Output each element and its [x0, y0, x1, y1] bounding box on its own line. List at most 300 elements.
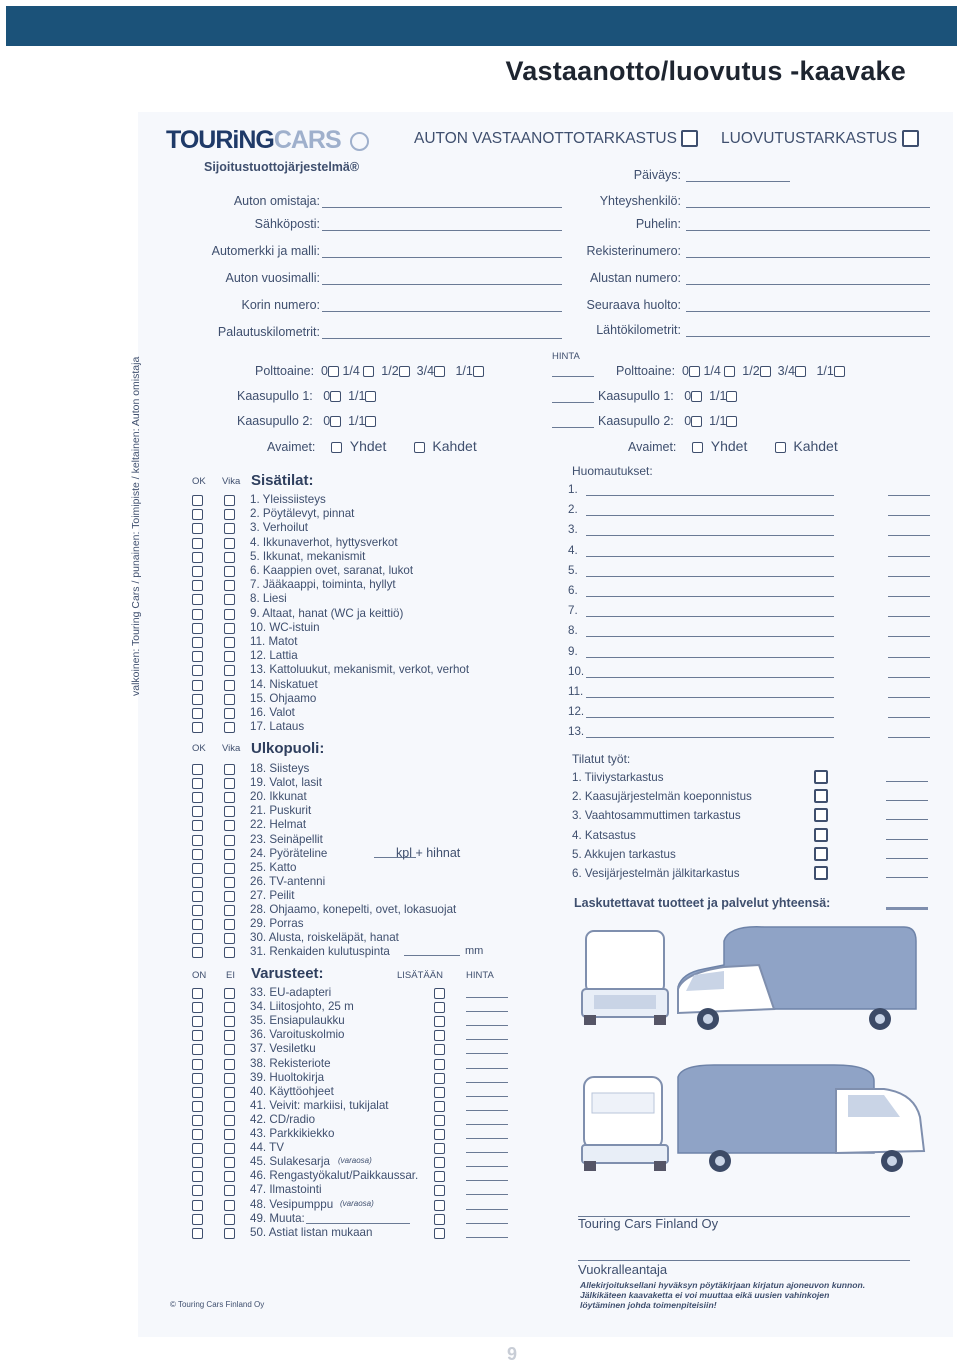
order-price-input[interactable]	[886, 819, 928, 820]
copyright: © Touring Cars Finland Oy	[170, 1300, 265, 1309]
remark-input[interactable]	[586, 515, 834, 516]
gas2-0-checkbox-right[interactable]	[691, 416, 702, 427]
exterior-section-title: Ulkopuoli:	[251, 740, 325, 757]
interior-fault-header: Vika	[222, 476, 241, 487]
interior-item: 2. Pöytälevyt, pinnat	[250, 507, 355, 521]
gas2-full-checkbox[interactable]	[365, 416, 376, 427]
interior-ok-header: OK	[192, 476, 206, 487]
field-label-return-km: Palautuskilometrit:	[217, 325, 320, 339]
field-label-make: Automerkki ja malli:	[211, 244, 320, 258]
renter-signature-line[interactable]	[578, 1260, 910, 1261]
fuel-full-label: 1/1	[455, 364, 473, 378]
exterior-item: 25. Katto	[250, 860, 297, 874]
reception-label: AUTON VASTAANOTTOTARKASTUS	[414, 130, 677, 147]
fuel-full-label-right: 1/1	[816, 364, 834, 378]
keys-one-label: Yhdet	[349, 438, 387, 454]
equipment-add-checkbox[interactable]	[434, 1171, 445, 1182]
equipment-on-header: ON	[192, 970, 207, 981]
order-price-input[interactable]	[886, 877, 928, 878]
exterior-fault-checkbox[interactable]	[224, 947, 235, 958]
remark-input[interactable]	[586, 657, 834, 658]
equipment-add-checkbox[interactable]	[434, 1073, 445, 1084]
equipment-add-checkbox[interactable]	[434, 1228, 445, 1239]
equipment-fault-checkbox[interactable]	[224, 1171, 235, 1182]
interior-item: 3. Verhoilut	[250, 521, 309, 535]
keys-row-left	[267, 438, 477, 454]
order-checkbox[interactable]	[814, 789, 828, 803]
interior-item: 8. Liesi	[250, 592, 287, 606]
field-label-phone: Puhelin:	[635, 217, 681, 231]
equipment-add-checkbox[interactable]	[434, 1129, 445, 1140]
exterior-fault-checkbox[interactable]	[224, 905, 235, 916]
equipment-ok-checkbox[interactable]	[192, 1157, 203, 1168]
remark-price-input[interactable]	[888, 535, 930, 536]
gas2-price-input[interactable]	[552, 427, 594, 428]
equipment-price-input[interactable]	[466, 1166, 508, 1167]
remark-input[interactable]	[586, 636, 834, 637]
remark-price-input[interactable]	[888, 717, 930, 718]
motorhome-rear-bottom-icon	[582, 1077, 668, 1171]
other-equipment-input[interactable]	[306, 1223, 410, 1224]
remark-price-input[interactable]	[888, 737, 930, 738]
equipment-add-checkbox[interactable]	[434, 1087, 445, 1098]
equipment-fault-checkbox[interactable]	[224, 1185, 235, 1196]
equipment-ok-checkbox[interactable]	[192, 1129, 203, 1140]
disclaimer-line-3: löytäminen johda toimenpiteisiin!	[580, 1300, 717, 1310]
fuel-quarter-label: 1/4	[342, 364, 360, 378]
order-price-input[interactable]	[886, 858, 928, 859]
equipment-price-input[interactable]	[466, 1039, 508, 1040]
fuel-price-input[interactable]	[552, 376, 594, 377]
chassis-input[interactable]	[686, 284, 930, 285]
remark-number: 2.	[568, 503, 578, 517]
handover-label: LUOVUTUSTARKASTUS	[721, 130, 898, 147]
equipment-ok-checkbox[interactable]	[192, 1016, 203, 1027]
remark-price-input[interactable]	[888, 495, 930, 496]
remark-price-input[interactable]	[888, 556, 930, 557]
gas1-0-label-right: 0	[684, 389, 692, 403]
interior-item: 10. WC-istuin	[250, 620, 320, 634]
fuel-full-checkbox[interactable]	[473, 366, 484, 377]
remark-input[interactable]	[586, 535, 834, 536]
remark-price-input[interactable]	[888, 636, 930, 637]
motorhome-side-top-icon	[678, 927, 916, 1030]
equipment-add-checkbox[interactable]	[434, 1101, 445, 1112]
keys-two-label-right: Kahdet	[793, 438, 838, 454]
exterior-item: 21. Puskurit	[250, 804, 312, 818]
field-label-year: Auton vuosimalli:	[225, 271, 320, 285]
remark-input[interactable]	[586, 616, 834, 617]
remark-input[interactable]	[586, 697, 834, 698]
equipment-price-input[interactable]	[466, 1110, 508, 1111]
fuel-0-checkbox[interactable]	[328, 366, 339, 377]
equipment-item: 49. Muuta:	[250, 1211, 305, 1225]
equipment-price-input[interactable]	[466, 1209, 508, 1210]
gas1-0-checkbox-right[interactable]	[691, 391, 702, 402]
fuel-three-quarter-checkbox[interactable]	[434, 366, 445, 377]
keys-two-checkbox[interactable]	[414, 442, 425, 453]
exterior-ok-checkbox[interactable]	[192, 905, 203, 916]
tyre-unit: mm	[465, 945, 484, 957]
date-input[interactable]	[686, 181, 790, 182]
logo-cars: CARS	[273, 126, 341, 154]
equipment-item: 47. Ilmastointi	[250, 1183, 322, 1197]
order-item: 4. Katsastus	[572, 828, 636, 842]
order-checkbox[interactable]	[814, 770, 828, 784]
equipment-fault-checkbox[interactable]	[224, 1030, 235, 1041]
fuel-half-checkbox-right[interactable]	[760, 366, 771, 377]
interior-item: 6. Kaappien ovet, saranat, lukot	[250, 564, 414, 577]
exterior-item: 22. Helmat	[250, 818, 307, 832]
equipment-fault-checkbox[interactable]	[224, 1200, 235, 1211]
equipment-section-title: Varusteet:	[251, 965, 324, 982]
equipment-item: 41. Veivit: markiisi, tukijalat	[250, 1098, 389, 1112]
equipment-add-checkbox[interactable]	[434, 1185, 445, 1196]
registration-input[interactable]	[686, 257, 930, 258]
equipment-add-header: LISÄTÄÄN	[397, 970, 443, 981]
right-fields	[138, 112, 953, 352]
equipment-price-input[interactable]	[466, 997, 508, 998]
exterior-fault-checkbox[interactable]	[224, 891, 235, 902]
remark-number: 4.	[568, 543, 578, 557]
gas1-label-right: Kaasupullo 1:	[598, 389, 674, 403]
orders-list	[138, 771, 953, 891]
equipment-item: 37. Vesiletku	[250, 1042, 316, 1056]
equipment-fault-checkbox[interactable]	[224, 1129, 235, 1140]
motorhome-rear-top-icon	[582, 931, 668, 1025]
equipment-fault-checkbox[interactable]	[224, 1101, 235, 1112]
equipment-item: 44. TV	[250, 1141, 284, 1155]
equipment-item: 33. EU-adapteri	[250, 986, 332, 999]
price-header: HINTA	[552, 351, 580, 362]
equipment-ok-checkbox[interactable]	[192, 1214, 203, 1225]
field-label-next-service: Seuraava huolto:	[586, 298, 681, 312]
gas2-label-right: Kaasupullo 2:	[598, 414, 674, 428]
gas2-row-left	[237, 414, 376, 428]
interior-item: 11. Matot	[250, 635, 298, 648]
interior-item: 7. Jääkaappi, toiminta, hyllyt	[250, 578, 396, 592]
exterior-item: 28. Ohjaamo, konepelti, ovet, lokasuojat	[250, 903, 457, 916]
gas2-full-label-right: 1/1	[709, 414, 727, 428]
keys-row-right	[628, 438, 838, 454]
remark-input[interactable]	[586, 677, 834, 678]
equipment-price-input[interactable]	[466, 1223, 508, 1224]
exterior-ok-checkbox[interactable]	[192, 891, 203, 902]
exterior-ok-checkbox[interactable]	[192, 933, 203, 944]
remark-input[interactable]	[586, 737, 834, 738]
equipment-ok-checkbox[interactable]	[192, 1073, 203, 1084]
interior-section-title: Sisätilat:	[251, 472, 314, 489]
exterior-fault-header: Vika	[222, 743, 241, 754]
equipment-add-checkbox[interactable]	[434, 1030, 445, 1041]
keys-two-checkbox-right[interactable]	[775, 442, 786, 453]
exterior-ok-header: OK	[192, 743, 206, 754]
keys-one-checkbox[interactable]	[331, 442, 342, 453]
remark-input[interactable]	[586, 556, 834, 557]
fuel-label: Polttoaine:	[255, 364, 315, 378]
equipment-add-checkbox[interactable]	[434, 1059, 445, 1070]
equipment-ok-checkbox[interactable]	[192, 1002, 203, 1013]
fuel-half-checkbox[interactable]	[399, 366, 410, 377]
bike-suffix: kpl + hihnat	[396, 846, 461, 860]
equipment-ok-checkbox[interactable]	[192, 1228, 203, 1239]
equipment-add-checkbox[interactable]	[434, 1016, 445, 1027]
remark-price-input[interactable]	[888, 616, 930, 617]
equipment-ok-checkbox[interactable]	[192, 1200, 203, 1211]
equipment-item: 45. Sulakesarja	[250, 1155, 330, 1169]
equipment-ok-checkbox[interactable]	[192, 1059, 203, 1070]
equipment-price-input[interactable]	[466, 1237, 508, 1238]
keys-one-label-right: Yhdet	[710, 438, 748, 454]
order-item: 3. Vaahtosammuttimen tarkastus	[572, 809, 741, 823]
field-label-email: Sähköposti:	[254, 217, 320, 231]
gas1-full-label: 1/1	[348, 389, 366, 403]
gas1-label: Kaasupullo 1:	[237, 389, 313, 403]
exterior-item: 27. Peilit	[250, 888, 295, 902]
inspection-form	[130, 112, 953, 1337]
remark-number: 9.	[568, 644, 578, 658]
contact-input[interactable]	[686, 207, 930, 208]
equipment-fault-checkbox[interactable]	[224, 1059, 235, 1070]
exterior-item: 30. Alusta, roiskeläpät, hanat	[250, 931, 399, 945]
equipment-item: 38. Rekisteriote	[250, 1056, 331, 1070]
page-title: Vastaanotto/luovutus -kaavake	[505, 56, 906, 86]
gas1-full-checkbox[interactable]	[365, 391, 376, 402]
remark-number: 12.	[568, 705, 585, 719]
equipment-price-input[interactable]	[466, 1053, 508, 1054]
interior-item: 14. Niskatuet	[250, 677, 318, 691]
gas2-0-label-right: 0	[684, 414, 692, 428]
exterior-fault-checkbox[interactable]	[224, 933, 235, 944]
equipment-ok-checkbox[interactable]	[192, 1087, 203, 1098]
remark-number: 7.	[568, 604, 578, 618]
equipment-add-checkbox[interactable]	[434, 1002, 445, 1013]
fuel-half-label-right: 1/2	[742, 364, 760, 378]
equipment-price-input[interactable]	[466, 1096, 508, 1097]
logo-touring: TOURiNG	[166, 126, 274, 154]
fuel-0-label-right: 0	[682, 364, 689, 378]
exterior-item: 20. Ikkunat	[250, 790, 307, 804]
fuel-quarter-label-right: 1/4	[703, 364, 721, 378]
order-item: 5. Akkujen tarkastus	[572, 847, 676, 861]
equipment-fault-checkbox[interactable]	[224, 1073, 235, 1084]
equipment-fault-checkbox[interactable]	[224, 1115, 235, 1126]
fuel-0-checkbox-right[interactable]	[689, 366, 700, 377]
equipment-price-input[interactable]	[466, 1082, 508, 1083]
exterior-item: 18. Siisteys	[250, 762, 310, 775]
exterior-ok-checkbox[interactable]	[192, 947, 203, 958]
gas2-0-checkbox[interactable]	[330, 416, 341, 427]
field-label-registration: Rekisterinumero:	[586, 244, 681, 258]
remark-price-input[interactable]	[888, 515, 930, 516]
disclaimer-line-1: Allekirjoituksellani hyväksyn pöytäkirjaan kirjatun ajoneuvon kunnon.	[580, 1280, 866, 1290]
exterior-item: 31. Renkaiden kulutuspinta	[250, 945, 390, 959]
renter-signature-label: Vuokralleantaja	[578, 1262, 668, 1277]
exterior-item: 19. Valot, lasit	[250, 776, 322, 790]
field-label-start-km: Lähtökilometrit:	[596, 323, 681, 337]
vehicle-diagrams	[574, 917, 944, 1207]
remark-price-input[interactable]	[888, 576, 930, 577]
spare-part-note: (varaosa)	[338, 1156, 372, 1166]
equipment-fault-checkbox[interactable]	[224, 1002, 235, 1013]
remark-price-input[interactable]	[888, 657, 930, 658]
equipment-ok-checkbox[interactable]	[192, 1171, 203, 1182]
start-km-input[interactable]	[686, 336, 930, 337]
order-checkbox[interactable]	[814, 847, 828, 861]
spare-part-note: (varaosa)	[340, 1198, 374, 1208]
field-label-date: Päiväys:	[633, 168, 681, 182]
remarks-list	[138, 483, 953, 738]
equipment-add-checkbox[interactable]	[434, 1044, 445, 1055]
equipment-fault-checkbox[interactable]	[224, 1143, 235, 1154]
interior-item: 4. Ikkunaverhot, hyttysverkot	[250, 535, 398, 549]
remark-number: 5.	[568, 563, 578, 577]
equipment-price-input[interactable]	[466, 1138, 508, 1139]
field-label-owner: Auton omistaja:	[233, 194, 320, 208]
keys-two-label: Kahdet	[432, 438, 477, 454]
equipment-item: 39. Huoltokirja	[250, 1070, 325, 1084]
equipment-price-input[interactable]	[466, 1194, 508, 1195]
field-label-body-number: Korin numero:	[241, 298, 320, 312]
page-number: 9	[506, 1344, 517, 1364]
fuel-quarter-checkbox[interactable]	[363, 366, 374, 377]
order-item: 1. Tiiviystarkastus	[572, 771, 664, 784]
phone-input[interactable]	[686, 230, 930, 231]
remark-input[interactable]	[586, 717, 834, 718]
remark-input[interactable]	[586, 495, 834, 496]
equipment-item: 34. Liitosjohto, 25 m	[250, 1000, 354, 1014]
remark-input[interactable]	[586, 596, 834, 597]
gas2-full-label: 1/1	[348, 414, 366, 428]
equipment-ok-checkbox[interactable]	[192, 1185, 203, 1196]
order-price-input[interactable]	[886, 839, 928, 840]
remark-number: 10.	[568, 664, 585, 678]
total-input[interactable]	[886, 907, 928, 910]
equipment-ok-checkbox[interactable]	[192, 1101, 203, 1112]
order-price-input[interactable]	[886, 781, 928, 782]
exterior-item: 26. TV-antenni	[250, 874, 326, 888]
equipment-item: 36. Varoituskolmio	[250, 1028, 345, 1042]
disclaimer	[580, 1280, 950, 1310]
exterior-item: 23. Seinäpellit	[250, 832, 323, 846]
remark-price-input[interactable]	[888, 596, 930, 597]
equipment-fault-checkbox[interactable]	[224, 1157, 235, 1168]
equipment-add-checkbox[interactable]	[434, 1115, 445, 1126]
field-label-contact: Yhteyshenkilö:	[599, 194, 681, 208]
order-checkbox[interactable]	[814, 828, 828, 842]
interior-item: 5. Ikkunat, mekanismit	[250, 549, 366, 563]
gas2-row-right	[598, 414, 737, 428]
gas2-full-checkbox-right[interactable]	[726, 416, 737, 427]
remark-input[interactable]	[586, 576, 834, 577]
fuel-row-right	[616, 364, 845, 378]
fuel-0-label: 0	[321, 364, 328, 378]
tyre-depth-input[interactable]	[404, 955, 460, 956]
equipment-fault-checkbox[interactable]	[224, 1214, 235, 1225]
equipment-item: 35. Ensiapulaukku	[250, 1014, 345, 1028]
fuel-three-quarter-checkbox-right[interactable]	[795, 366, 806, 377]
equipment-ok-checkbox[interactable]	[192, 1143, 203, 1154]
gas1-0-checkbox[interactable]	[330, 391, 341, 402]
equipment-item: 42. CD/radio	[250, 1112, 316, 1126]
gas1-row-left	[237, 389, 376, 403]
copy-distribution-note: valkoinen: Touring Cars / punainen: Toimipiste / keltainen: Auton omistaja	[130, 356, 142, 696]
gas2-0-label: 0	[323, 414, 331, 428]
remark-number: 8.	[568, 624, 578, 638]
equipment-fault-checkbox[interactable]	[224, 1228, 235, 1239]
equipment-add-checkbox[interactable]	[434, 1143, 445, 1154]
equipment-add-checkbox[interactable]	[434, 1200, 445, 1211]
equipment-item: 40. Käyttöohjeet	[250, 1084, 334, 1098]
equipment-fault-checkbox[interactable]	[224, 1087, 235, 1098]
exterior-ok-checkbox[interactable]	[192, 919, 203, 930]
fuel-three-quarter-label-right: 3/4	[777, 364, 796, 378]
keys-one-checkbox-right[interactable]	[692, 442, 703, 453]
company-signature-label: Touring Cars Finland Oy	[578, 1216, 719, 1231]
interior-item: 9. Altaat, hanat (WC ja keittiö)	[250, 606, 404, 620]
equipment-price-input[interactable]	[466, 1011, 508, 1012]
equipment-price-header: HINTA	[466, 970, 494, 981]
order-price-input[interactable]	[886, 800, 928, 801]
interior-item: 13. Kattoluukut, mekanismit, verkot, verhot	[250, 663, 470, 677]
equipment-add-checkbox[interactable]	[434, 988, 445, 999]
equipment-fault-checkbox[interactable]	[224, 988, 235, 999]
equipment-ok-checkbox[interactable]	[192, 988, 203, 999]
order-checkbox[interactable]	[814, 866, 828, 880]
fuel-full-checkbox-right[interactable]	[834, 366, 845, 377]
interior-item: 12. Lattia	[250, 649, 298, 663]
logo-subtitle: Sijoitustuottojärjestelmä®	[204, 160, 360, 174]
equipment-price-input[interactable]	[466, 1025, 508, 1026]
interior-item: 1. Yleissiisteys	[250, 493, 326, 506]
equipment-ok-checkbox[interactable]	[192, 1115, 203, 1126]
fuel-quarter-checkbox-right[interactable]	[724, 366, 735, 377]
fuel-label-right: Polttoaine:	[616, 364, 676, 378]
exterior-fault-checkbox[interactable]	[224, 919, 235, 930]
equipment-ok-checkbox[interactable]	[192, 1044, 203, 1055]
equipment-ok-checkbox[interactable]	[192, 1030, 203, 1041]
fuel-half-label: 1/2	[381, 364, 399, 378]
disclaimer-line-2: Jälkikäteen kaavaketta ei voi muuttaa eikä uusien vahinkojen	[580, 1290, 830, 1300]
interior-item: 16. Valot	[250, 706, 295, 719]
header-bar	[6, 6, 957, 46]
remark-number: 13.	[568, 725, 585, 739]
keys-label-right: Avaimet:	[628, 440, 677, 454]
interior-item: 17. Lataus	[250, 720, 305, 734]
total-label: Laskutettavat tuotteet ja palvelut yhteensä:	[574, 896, 831, 910]
order-checkbox[interactable]	[814, 808, 828, 822]
equipment-item: 43. Parkkikiekko	[250, 1127, 335, 1140]
order-item: 6. Vesijärjestelmän jälkitarkastus	[572, 867, 740, 880]
equipment-fault-checkbox[interactable]	[224, 1016, 235, 1027]
exterior-item: 29. Porras	[250, 917, 304, 931]
equipment-fault-checkbox[interactable]	[224, 1044, 235, 1055]
remark-price-input[interactable]	[888, 677, 930, 678]
equipment-add-checkbox[interactable]	[434, 1214, 445, 1225]
gas1-full-checkbox-right[interactable]	[726, 391, 737, 402]
equipment-price-input[interactable]	[466, 1152, 508, 1153]
equipment-price-input[interactable]	[466, 1124, 508, 1125]
gas1-price-input[interactable]	[552, 402, 594, 403]
remark-number: 3.	[568, 523, 578, 537]
equipment-price-input[interactable]	[466, 1068, 508, 1069]
equipment-add-checkbox[interactable]	[434, 1157, 445, 1168]
orders-label: Tilatut työt:	[572, 752, 631, 766]
equipment-price-input[interactable]	[466, 1180, 508, 1181]
next-service-input[interactable]	[686, 311, 930, 312]
fuel-three-quarter-label: 3/4	[416, 364, 435, 378]
remark-price-input[interactable]	[888, 697, 930, 698]
